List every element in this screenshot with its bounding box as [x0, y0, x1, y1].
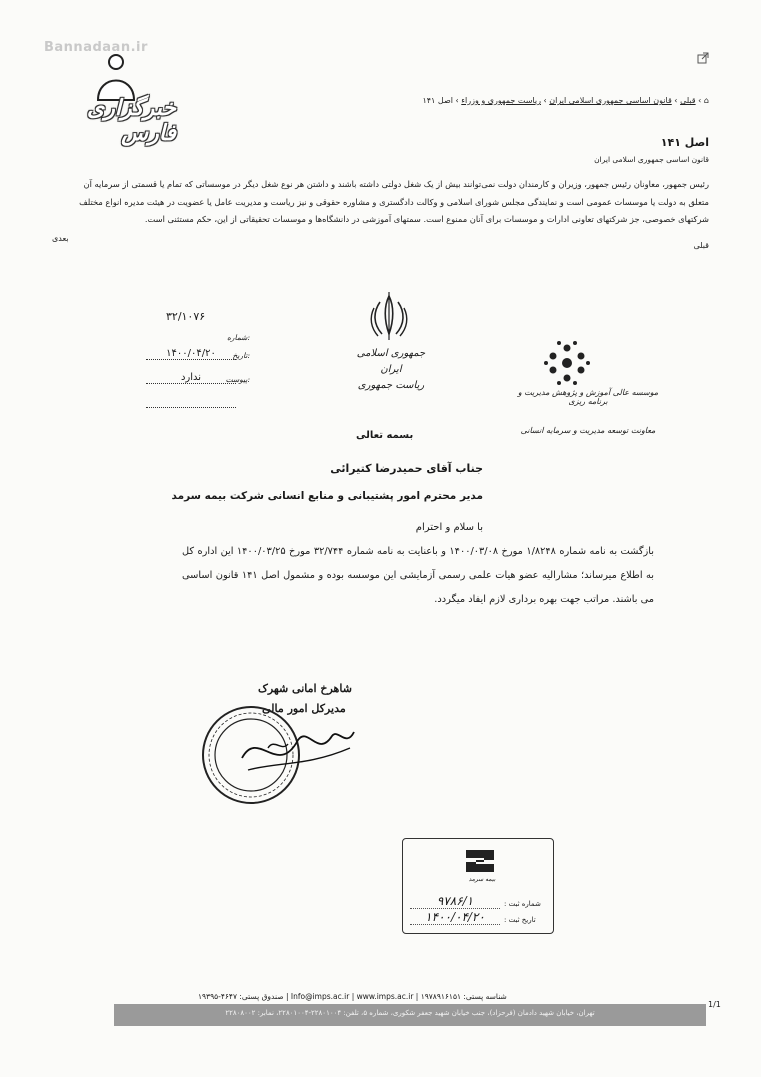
article-heading: اصل ۱۴۱ — [660, 136, 709, 149]
registration-number-value: ۹۷۸۶/۱ — [410, 894, 500, 909]
footer-address: تهران، خیابان شهید دادمان (فرحزاد)، جنب خیابان شهید جعفر شکوری، شماره ۵، تلفن: ۲۲۸۰۱۰۰۴-۲۲۸۰۱۰۰۴، نمابر: ۲۲۸۰۸۰۰۲ — [225, 1009, 595, 1017]
breadcrumb: ⌂ › قبلی › قانون اساسی جمهوری اسلامی ایران › ریاست جمهوری و وزراء › اصل ۱۴۱ — [422, 96, 709, 105]
watermark-site: Bannadaan.ir — [44, 40, 148, 55]
breadcrumb-item-presidency[interactable]: ریاست جمهوری و وزراء — [461, 96, 541, 105]
letter-extra-row — [146, 390, 250, 410]
registration-date-label: تاریخ ثبت : — [504, 916, 536, 924]
letter-date-value: ۱۴۰۰/۰۴/۲۰ — [146, 348, 236, 360]
registration-date-value: ۱۴۰۰/۰۴/۲۰ — [410, 910, 500, 925]
external-link-icon[interactable] — [697, 52, 709, 64]
signature-icon — [238, 718, 358, 788]
letter-attachment-value: ندارد — [146, 372, 236, 384]
breadcrumb-item-constitution[interactable]: قانون اساسی جمهوری اسلامی ایران — [549, 96, 672, 105]
institute-logo-icon — [542, 340, 592, 386]
presidency-name — [356, 346, 426, 394]
fars-logo-text: خبرگزاری فارس — [87, 96, 176, 146]
home-icon[interactable]: ⌂ — [703, 96, 709, 105]
signer-title: مدیرکل امور مالی — [262, 702, 346, 715]
next-link[interactable]: بعدی — [52, 234, 69, 243]
letter-extra-dots — [146, 407, 236, 408]
registration-number-label: شماره ثبت : — [504, 900, 541, 908]
presidency-line1: جمهوری اسلامی ایران — [356, 348, 426, 375]
letter-number-label: شماره: — [227, 333, 250, 342]
sarmad-logo-icon — [462, 846, 498, 876]
page-number: 1/1 — [708, 1000, 721, 1009]
footer-contact: شناسه پستی: ۱۹۷۸۹۱۶۱۵۱ | Info@imps.ac.ir | www.imps.ac.ir | صندوق پستی: ۴۶۴۷-۱۹۳۹۵ — [198, 992, 507, 1001]
article-subheading: قانون اساسی جمهوری اسلامی ایران — [594, 155, 709, 164]
letter-attachment-row — [146, 366, 250, 386]
institute-deputy: معاونت توسعه مدیریت و سرمایه انسانی — [520, 426, 656, 435]
recipient-name: جناب آقای حمیدرضا کتیرائی — [330, 462, 483, 475]
letter-attachment-label: پیوست: — [225, 375, 250, 384]
letter-number-value: ۳۲/۱۰۷۶ — [166, 310, 206, 323]
bismillah: بسمه تعالی — [356, 430, 414, 441]
presidency-line2: ریاست جمهوری — [357, 380, 425, 391]
prev-link[interactable]: قبلی — [693, 241, 709, 250]
iran-emblem-icon — [368, 292, 410, 342]
breadcrumb-item-prev[interactable]: قبلی — [680, 96, 696, 105]
letter-number-row — [146, 324, 250, 344]
article-body: رئیس جمهور، معاونان رئیس جمهور، وزیران و کارمندان دولت نمی‌توانند بیش از یک شغل دولتی داشته باشند و داشتن هر نوع شغل دیگر در موسساتی که تمام یا قسمتی از سرمایه آن متعلق به دولت یا موسسات عمومی است و نمایندگی مجلس شورای اسلامی و وکالت دادگستری و مشاوره حقوقی و نیز ریاست و مدیریت عامل یا عضویت در هیئت مدیره انواع مختلف شرکتهای خصوصی، جز شرکتهای تعاونی ادارات و موسسات برای آنان ممنوع است. سمتهای آموزشی در دانشگاه‌ها و موسسات تحقیقاتی از این، حکم مستثنی است. — [79, 179, 709, 224]
letter-date-label: تاریخ: — [232, 351, 250, 360]
letter-body: بازگشت به نامه شماره ۱/۸۲۴۸ مورخ ۱۴۰۰/۰۳/۰۸ و باعنایت به نامه شماره ۳۲/۷۴۴ مورخ ۱۴۰۰/۰۳/۲۵ این اداره کل به اطلاع میرساند؛ مشارالیه عضو هیات علمی رسمی آزمایشی این موسسه بوده و مشمول اصل ۱۴۱ قانون اساسی می باشند. مراتب جهت بهره برداری لازم ایفاد میگردد. — [182, 546, 654, 605]
signer-name: شاهرخ امانی شهرک — [258, 682, 352, 695]
greeting: با سلام و احترام — [415, 522, 483, 533]
registration-company: بیمه سرمد — [468, 876, 496, 883]
letter-date-row — [146, 342, 250, 362]
breadcrumb-item-current: اصل ۱۴۱ — [422, 96, 453, 105]
institute-name: موسسه عالی آموزش و پژوهش مدیریت و برنامه ریزی — [517, 388, 659, 406]
recipient-title: مدیر محترم امور پشتیبانی و منابع انسانی شرکت بیمه سرمد — [171, 490, 483, 502]
